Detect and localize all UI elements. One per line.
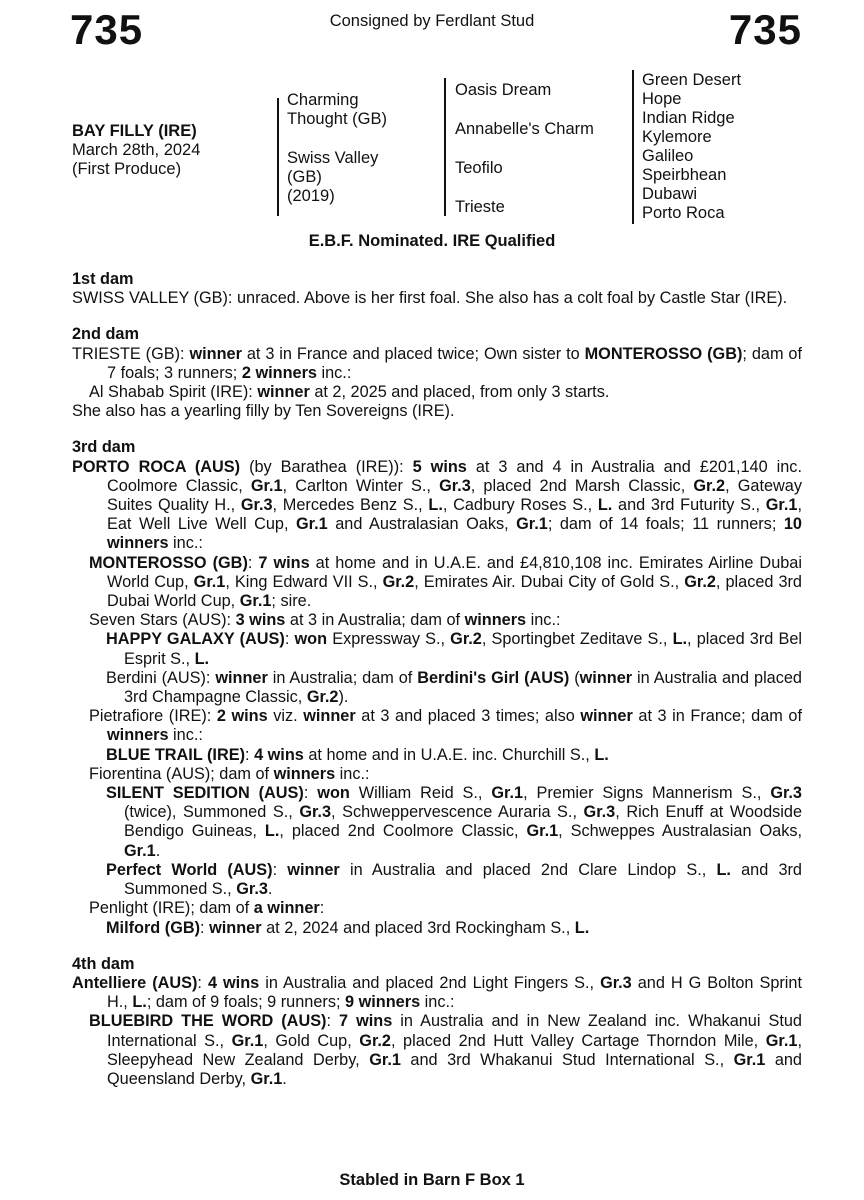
text-run: , placed 2nd Hutt Valley Cartage Thorndon Mile, — [390, 1031, 766, 1050]
text-run: , Premier Signs Mannerism S., — [523, 784, 771, 803]
bold-text: L. — [428, 496, 443, 515]
text-run: in Australia and in New Zealand inc. Whakanui Stud International S., — [107, 1012, 802, 1050]
text-run: . — [282, 1069, 287, 1088]
bold-text: winners — [107, 726, 169, 745]
text-run: inc.: — [168, 726, 203, 745]
bold-text: winners — [273, 764, 336, 783]
text-run: inc.: — [420, 993, 455, 1012]
text-run: , Eat Well Live Well Cup, — [107, 496, 802, 534]
text-run: in Australia and placed 2nd Clare Lindop S., — [339, 860, 717, 879]
bold-text: Perfect World (AUS) — [106, 860, 273, 879]
produce-note: (First Produce) — [72, 160, 182, 178]
text-run: , placed 2nd Coolmore Classic, — [279, 822, 527, 841]
bold-text: L. — [194, 649, 210, 668]
text-run: at 3 in France and placed twice; Own sister to — [241, 344, 585, 363]
pedigree-bracket-3 — [632, 70, 634, 224]
text-run: Al Shabab Spirit (IRE): — [89, 383, 258, 402]
bold-text: Gr.2 — [306, 688, 339, 707]
bold-text: 9 winners — [345, 993, 421, 1012]
pedigree-entry — [72, 458, 802, 554]
section-heading: 4th dam — [72, 954, 135, 973]
bold-text: Gr.2 — [693, 476, 726, 495]
pedigree-entry — [72, 383, 802, 402]
bold-text: Milford (GB) — [106, 918, 201, 937]
bold-text: Gr.1 — [369, 1050, 401, 1069]
text-run: : — [284, 630, 295, 649]
pedigree-gen3: Green Desert Hope Indian Ridge Kylemore Galileo Speirbhean Dubawi Porto Roca — [642, 71, 742, 222]
bold-text: Gr.1 — [231, 1031, 264, 1050]
text-run: TRIESTE (GB): — [72, 344, 190, 363]
bold-text: Gr.1 — [765, 496, 798, 515]
text-run: : — [247, 553, 259, 572]
text-run: Pietrafiore (IRE): — [89, 707, 217, 726]
bold-text: won — [317, 784, 350, 803]
text-run: and 3rd Summoned S., — [124, 860, 802, 899]
text-run: , King Edward VII S., — [225, 572, 383, 591]
text-run: , Sportingbet Zeditave S., — [481, 630, 673, 649]
pedigree-entry — [72, 974, 802, 1012]
text-run: , Rich Enuff at Woodside Bendigo Guineas, — [124, 803, 802, 841]
text-run: in Australia and placed 2nd Light Fingers S., — [259, 973, 601, 992]
text-run: : — [200, 918, 210, 937]
bold-text: Gr.1 — [765, 1031, 798, 1050]
section-heading: 1st dam — [72, 270, 134, 288]
bold-text: Gr.2 — [450, 630, 482, 649]
text-run: inc.: — [316, 363, 352, 382]
bold-text: Gr.2 — [684, 572, 716, 591]
pedigree-gen2-3: Teofilo — [455, 159, 503, 177]
pedigree-entry — [72, 630, 802, 668]
text-run: , Gold Cup, — [263, 1031, 360, 1050]
bold-text: winner — [580, 707, 633, 726]
bold-text: winner — [287, 860, 340, 879]
bold-text: L. — [264, 822, 280, 841]
pedigree-bracket-1 — [277, 98, 279, 216]
text-run: , Schweppes Australasian Oaks, — [558, 822, 802, 841]
lot-number-left: 735 — [70, 6, 144, 53]
bold-text: Gr.1 — [250, 1069, 283, 1088]
text-run: at 3 in France; dam of — [632, 707, 802, 726]
pedigree-entry — [72, 919, 802, 938]
text-run: Expressway S., — [327, 630, 451, 649]
bold-text: 7 wins — [258, 553, 310, 572]
text-run: inc.: — [526, 611, 561, 630]
pedigree-entry — [72, 669, 802, 707]
text-run: , placed 2nd Marsh Classic, — [470, 476, 694, 495]
bold-text: Gr.1 — [733, 1050, 766, 1069]
catalogue-body — [72, 270, 802, 1089]
text-run: inc.: — [168, 534, 203, 553]
bold-text: Gr.1 — [526, 822, 559, 841]
text-run: Berdini (AUS): — [106, 668, 216, 687]
bold-text: Antelliere (AUS) — [72, 973, 198, 992]
bold-text: Gr.2 — [382, 572, 415, 591]
bold-text: 5 wins — [412, 457, 467, 476]
section-heading: 2nd dam — [72, 325, 139, 344]
pedigree-entry — [72, 899, 802, 918]
bold-text: 10 winners — [107, 515, 802, 553]
text-run: and 3rd Futurity S., — [612, 496, 766, 515]
stabling-info: Stabled in Barn F Box 1 — [339, 1171, 525, 1189]
bold-text: winner — [215, 668, 268, 687]
text-run: : — [319, 899, 325, 918]
bold-text: winner — [579, 668, 633, 687]
text-run: at 2, 2025 and placed, from only 3 starts. — [309, 383, 610, 402]
text-run: Penlight (IRE); dam of — [89, 899, 254, 918]
bold-text: L. — [594, 745, 609, 764]
bold-text: Gr.1 — [250, 476, 283, 495]
bold-text: HAPPY GALAXY (AUS) — [106, 630, 285, 649]
text-run: : — [326, 1012, 340, 1031]
text-run: ). — [338, 688, 349, 707]
lot-number-right: 735 — [728, 6, 802, 53]
bold-text: Gr.1 — [296, 515, 328, 534]
pedigree-entry — [72, 707, 802, 745]
text-run: Seven Stars (AUS): — [89, 611, 236, 630]
bold-text: BLUE TRAIL (IRE) — [106, 745, 245, 764]
text-run: : — [272, 860, 288, 879]
text-run: , Gateway Suites Quality H., — [107, 476, 802, 515]
bold-text: winner — [209, 918, 262, 937]
pedigree-gen2-1: Oasis Dream — [455, 81, 552, 99]
bold-text: winner — [189, 344, 242, 363]
bold-text: winner — [257, 383, 310, 402]
text-run: : — [303, 784, 318, 803]
pedigree-entry — [72, 784, 802, 861]
horse-identity — [72, 122, 200, 179]
pedigree-entry — [72, 765, 802, 784]
text-run: , Mercedes Benz S., — [272, 496, 429, 515]
bold-text: L. — [132, 993, 147, 1012]
text-run: : — [245, 745, 255, 764]
text-run: : — [197, 973, 208, 992]
text-run: and H G Bolton Sprint H., — [107, 973, 802, 1012]
pedigree-entry — [72, 1012, 802, 1089]
bold-text: 3 wins — [235, 611, 286, 630]
bold-text: BLUEBIRD THE WORD (AUS) — [89, 1012, 327, 1031]
bold-text: winners — [464, 611, 527, 630]
bold-text: Gr.3 — [439, 476, 471, 495]
bold-text: 2 winners — [241, 363, 317, 382]
text-run: at home and in U.A.E. inc. Churchill S., — [303, 745, 595, 764]
bold-text: Gr.1 — [516, 515, 548, 534]
text-run: , Sleepyhead New Zealand Derby, — [107, 1031, 802, 1069]
bold-text: MONTEROSSO (GB) — [584, 344, 743, 363]
text-run: , placed 3rd Bel Esprit S., — [124, 630, 803, 668]
text-run: William Reid S., — [349, 784, 492, 803]
bold-text: L. — [672, 630, 688, 649]
bold-text: Gr.1 — [193, 572, 226, 591]
bold-text: a winner — [253, 899, 320, 918]
bold-text: Gr.1 — [124, 841, 156, 860]
bold-text: Berdini's Girl (AUS) — [417, 668, 570, 687]
bold-text: 4 wins — [207, 973, 260, 992]
pedigree-sire: Charming Thought (GB) — [287, 91, 387, 128]
text-run: ; dam of 14 foals; 11 runners; — [547, 515, 784, 534]
text-run: SWISS VALLEY (GB): unraced. Above is her first foal. She also has a colt foal by Castle Star (IRE). — [72, 289, 788, 308]
text-run: (by Barathea (IRE)): — [240, 457, 413, 476]
bold-text: Gr.1 — [491, 784, 524, 803]
text-run: , Cadbury Roses S., — [442, 496, 598, 515]
text-run: in Australia and placed 3rd Champagne Classic, — [124, 668, 802, 707]
text-run: She also has a yearling filly by Ten Sovereigns (IRE). — [72, 402, 455, 421]
text-run: at home and in U.A.E. and £4,810,108 inc. Emirates Airline Dubai World Cup, — [107, 553, 802, 591]
pedigree-dam: Swiss Valley (GB) (2019) — [287, 149, 379, 205]
text-run: ; dam of 9 foals; 9 runners; — [146, 993, 346, 1012]
pedigree-bracket-2 — [444, 78, 446, 216]
text-run: inc.: — [335, 764, 370, 783]
text-run: at 3 and 4 in Australia and £201,140 inc. Coolmore Classic, — [107, 457, 802, 495]
pedigree-gen2-2: Annabelle's Charm — [455, 120, 594, 138]
text-run: Fiorentina (AUS); dam of — [89, 764, 274, 783]
pedigree-entry — [72, 402, 802, 421]
bold-text: Gr.3 — [299, 803, 332, 822]
pedigree-entry — [72, 289, 802, 308]
bold-text: SILENT SEDITION (AUS) — [106, 784, 304, 803]
bold-text: Gr.3 — [770, 784, 802, 803]
ebf-qualification: E.B.F. Nominated. IRE Qualified — [308, 232, 556, 250]
text-run: , Carlton Winter S., — [282, 476, 440, 495]
bold-text: winner — [303, 707, 356, 726]
text-run: , Schweppervescence Auraria S., — [331, 803, 584, 822]
pedigree-gen2-4: Trieste — [455, 198, 505, 216]
text-run: viz. — [267, 707, 304, 726]
text-run: at 3 in Australia; dam of — [285, 611, 465, 630]
bold-text: Gr.3 — [583, 803, 616, 822]
text-run: ; dam of 7 foals; 3 runners; — [107, 344, 802, 382]
pedigree-entry — [72, 611, 802, 630]
bold-text: 7 wins — [339, 1012, 393, 1031]
foaling-date: March 28th, 2024 — [72, 141, 201, 159]
bold-text: Gr.2 — [359, 1031, 391, 1050]
bold-text: MONTEROSSO (GB) — [89, 553, 248, 572]
bold-text: Gr.3 — [240, 496, 273, 515]
text-run: and 3rd Whakanui Stud International S., — [400, 1050, 734, 1069]
text-run: , Emirates Air. Dubai City of Gold S., — [414, 572, 685, 591]
bold-text: L. — [574, 918, 590, 937]
horse-name: BAY FILLY (IRE) — [72, 122, 197, 140]
text-run: (twice), Summoned S., — [124, 803, 300, 822]
text-run: at 3 and placed 3 times; also — [355, 707, 581, 726]
text-run: ( — [569, 668, 580, 687]
bold-text: L. — [597, 496, 613, 515]
bold-text: L. — [716, 860, 731, 879]
pedigree-entry — [72, 345, 802, 383]
bold-text: Gr.3 — [600, 973, 632, 992]
text-run: and Australasian Oaks, — [327, 515, 517, 534]
bold-text: 2 wins — [216, 707, 268, 726]
text-run: . — [155, 841, 161, 860]
pedigree-entry — [72, 861, 802, 899]
text-run: in Australia; dam of — [267, 668, 418, 687]
pedigree-entry — [72, 554, 802, 612]
bold-text: PORTO ROCA (AUS) — [72, 457, 241, 476]
text-run: and Queensland Derby, — [107, 1050, 802, 1088]
bold-text: 4 wins — [254, 745, 304, 764]
consignor-line: Consigned by Ferdlant Stud — [329, 12, 535, 30]
text-run: . — [267, 880, 273, 899]
bold-text: won — [294, 630, 328, 649]
text-run: ; sire. — [271, 592, 312, 611]
text-run: , placed 3rd Dubai World Cup, — [107, 572, 802, 611]
bold-text: Gr.3 — [236, 880, 268, 899]
text-run: at 2, 2024 and placed 3rd Rockingham S., — [261, 918, 575, 937]
bold-text: Gr.1 — [239, 592, 272, 611]
pedigree-entry — [72, 746, 802, 765]
section-heading: 3rd dam — [72, 438, 136, 457]
